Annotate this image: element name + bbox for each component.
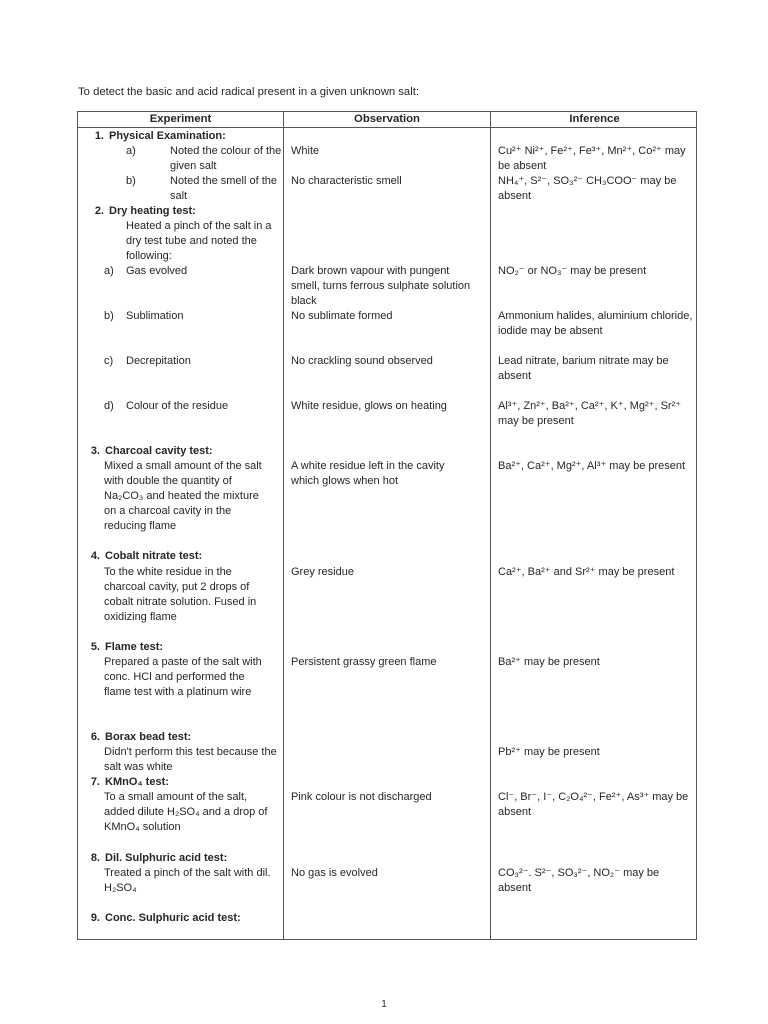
cobalt-description: To the white residue in the charcoal cavity, put 2 drops of cobalt nitrate solution. Fused in oxidizing flame xyxy=(104,566,257,623)
obs-kmno4: Pink colour is not discharged xyxy=(291,791,432,803)
inf-sublimation: Ammonium halides, aluminium chloride, iodide may be absent xyxy=(498,310,693,337)
section-physical-examination: 1. Physical Examination: xyxy=(94,130,226,142)
header-divider xyxy=(78,127,696,128)
obs-sublimation: No sublimate formed xyxy=(291,310,393,322)
row-smell: b) Noted the smell of the salt xyxy=(126,175,278,202)
inf-kmno4: Cl⁻, Br⁻, I⁻, C₂O₄²⁻, Fe²⁺, As³⁺ may be absent xyxy=(498,791,689,818)
section-flame-test: 5. Flame test: xyxy=(90,641,164,653)
header-inference: Inference xyxy=(569,113,620,125)
kmno4-description: To a small amount of the salt, added dilute H₂SO₄ and a drop of KMnO₄ solution xyxy=(104,791,268,833)
section-charcoal-cavity: 3. Charcoal cavity test: xyxy=(90,445,213,457)
obs-charcoal: A white residue left in the cavity which glows when hot xyxy=(291,460,445,487)
inf-gas-evolved: NO₂⁻ or NO₃⁻ may be present xyxy=(498,265,647,277)
section-dry-heating: 2. Dry heating test: xyxy=(94,205,196,217)
flame-description: Prepared a paste of the salt with conc. HCl and performed the flame test with a platinum wire xyxy=(104,656,262,698)
inf-smell: NH₄⁺, S²⁻, SO₃²⁻ CH₃COO⁻ may be absent xyxy=(498,175,677,202)
dry-heating-description: Heated a pinch of the salt in a dry test tube and noted the following: xyxy=(126,220,272,262)
obs-cobalt: Grey residue xyxy=(291,566,354,578)
column-divider xyxy=(283,112,284,939)
obs-gas-evolved: Dark brown vapour with pungent smell, turns ferrous sulphate solution black xyxy=(291,265,471,307)
section-cobalt-nitrate: 4. Cobalt nitrate test: xyxy=(90,550,203,562)
obs-residue-colour: White residue, glows on heating xyxy=(291,400,447,412)
row-residue-colour: d) Colour of the residue xyxy=(104,400,229,412)
charcoal-description: Mixed a small amount of the salt with double the quantity of Na₂CO₃ and heated the mixture on a charcoal cavity in the reducing flame xyxy=(104,460,262,532)
header-observation: Observation xyxy=(354,113,420,125)
row-sublimation: b) Sublimation xyxy=(104,310,184,322)
section-borax-bead: 6. Borax bead test: xyxy=(90,731,192,743)
column-divider xyxy=(490,112,491,939)
inf-residue-colour: Al³⁺, Zn²⁺, Ba²⁺, Ca²⁺, K⁺, Mg²⁺, Sr²⁺ may be present xyxy=(498,400,682,427)
inf-charcoal: Ba²⁺, Ca²⁺, Mg²⁺, Al³⁺ may be present xyxy=(498,460,686,472)
header-experiment: Experiment xyxy=(149,113,212,125)
page-number: 1 xyxy=(381,999,387,1010)
inf-cobalt: Ca²⁺, Ba²⁺ and Sr²⁺ may be present xyxy=(498,566,675,578)
inf-borax: Pb²⁺ may be present xyxy=(498,746,600,758)
row-colour: a) Noted the colour of the given salt xyxy=(126,145,282,172)
obs-decrepitation: No crackling sound observed xyxy=(291,355,433,367)
obs-flame: Persistent grassy green flame xyxy=(291,656,437,668)
results-table xyxy=(77,111,697,940)
inf-colour: Cu²⁺ Ni²⁺, Fe²⁺, Fe³⁺, Mn²⁺, Co²⁺ may be absent xyxy=(498,145,686,172)
obs-dil-sulphuric: No gas is evolved xyxy=(291,867,378,879)
row-decrepitation: c) Decrepitation xyxy=(104,355,191,367)
borax-description: Didn't perform this test because the salt was white xyxy=(104,746,277,773)
inf-decrepitation: Lead nitrate, barium nitrate may be absent xyxy=(498,355,669,382)
section-conc-sulphuric: 9. Conc. Sulphuric acid test: xyxy=(90,912,241,924)
inf-flame: Ba²⁺ may be present xyxy=(498,656,600,668)
obs-colour: White xyxy=(291,145,320,157)
section-kmno4-test: 7. KMnO₄ test: xyxy=(90,776,169,788)
dil-sulphuric-description: Treated a pinch of the salt with dil. H₂SO₄ xyxy=(104,867,271,894)
row-gas-evolved: a) Gas evolved xyxy=(104,265,188,277)
obs-smell: No characteristic smell xyxy=(291,175,402,187)
page-title: To detect the basic and acid radical present in a given unknown salt: xyxy=(78,86,419,98)
inf-dil-sulphuric: CO₃²⁻. S²⁻, SO₃²⁻, NO₂⁻ may be absent xyxy=(498,867,660,894)
section-dil-sulphuric: 8. Dil. Sulphuric acid test: xyxy=(90,852,228,864)
